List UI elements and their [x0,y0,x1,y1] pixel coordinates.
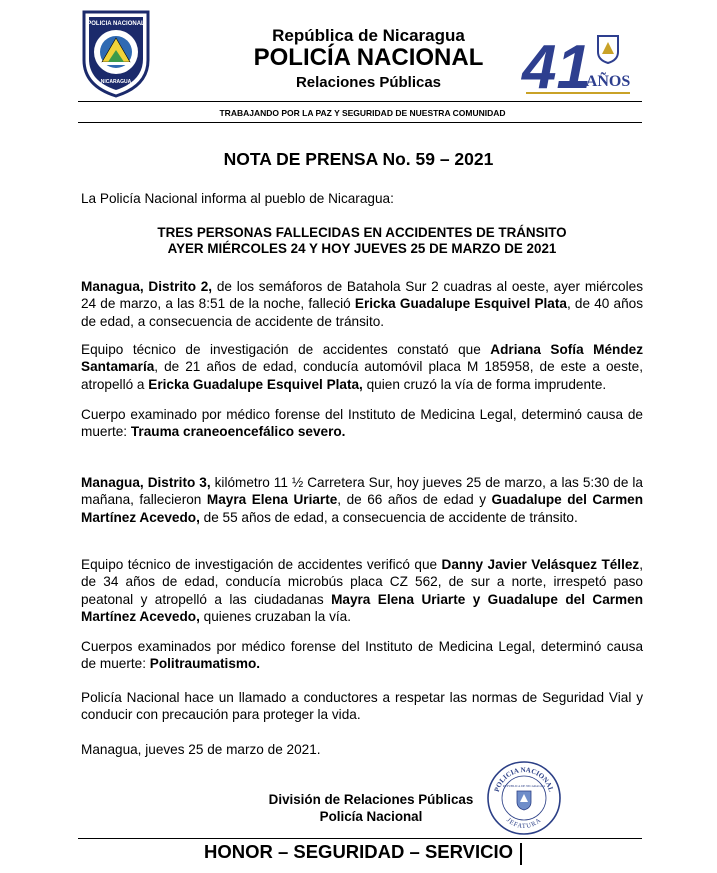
p1-text-a: de los semáforos de Batahola Sur 2 cuadras al oeste, ayer miércoles 24 de marzo, a las 8:51 de la noche, falleció [81,279,643,312]
svg-text:POLICIA NACIONAL: POLICIA NACIONAL [87,21,145,27]
svg-text:41: 41 [522,33,591,98]
signature-block [226,791,516,825]
paragraph-4 [81,474,643,526]
paragraph-5 [81,556,643,626]
header-institution: POLICÍA NACIONAL [253,44,484,71]
paragraph-7: Policía Nacional hace un llamado a conductores a respetar las normas de Seguridad Vial y conducir con precaución para proteger la vida. [81,690,643,723]
header-country: República de Nicaragua [272,26,465,45]
footer-divider [78,838,642,839]
p4-victim-1: Mayra Elena Uriarte [206,492,338,508]
header-divider [78,101,642,102]
p5-victims: Mayra Elena Uriarte y Guadalupe del Carmen Martínez Acevedo, [81,591,643,625]
p5-text-c: quienes cruzaban la vía. [199,609,351,625]
header-department: Relaciones Públicas [295,74,442,91]
svg-text:NICARAGUA: NICARAGUA [100,79,132,85]
p1-location: Managua, Distrito 2, [81,279,213,294]
p4-victim-2: Guadalupe del Carmen Martínez Acevedo, [81,492,644,525]
paragraph-2 [81,341,643,393]
p2-text-c: quien cruzó la vía de forma imprudente. [362,376,607,392]
p3-cause: Trauma craneoencefálico severo. [130,424,346,440]
svg-text:POLICIA NACIONAL: POLICIA NACIONAL [492,765,556,793]
p2-driver: Adriana Sofía Méndez Santamaría [81,342,643,375]
police-seal-icon [486,760,562,836]
text-cursor [520,843,522,865]
header-divider-lower [78,122,642,123]
p6-text: Cuerpos examinados por médico forense del Instituto de Medicina Legal, determinó causa de muerte: [81,639,643,672]
paragraph-1 [81,278,643,330]
p3-text: Cuerpo examinado por médico forense del Instituto de Medicina Legal, determinó causa de muerte: [81,407,643,440]
p4-location: Managua, Distrito 3, [81,475,211,490]
p2-text-b: , de 21 años de edad, conducía automóvil placa M 185958, de este a oeste, atropelló a [81,359,643,392]
p1-victim: Ericka Guadalupe Esquivel Plata [354,296,567,312]
p2-text-a: Equipo técnico de investigación de accidentes constató que [81,342,491,357]
headline-line-2: AYER MIÉRCOLES 24 Y HOY JUEVES 25 DE MARZO DE 2021 [167,241,557,256]
date-line: Managua, jueves 25 de marzo de 2021. [81,742,321,757]
footer-motto: HONOR – SEGURIDAD – SERVICIO [203,841,514,862]
p1-text-b: , de 40 años de edad, a consecuencia de accidente de tránsito. [81,296,643,329]
press-release-title: NOTA DE PRENSA No. 59 – 2021 [223,149,494,169]
svg-text:REPUBLICA DE NICARAGUA: REPUBLICA DE NICARAGUA [502,784,546,788]
signature-division: División de Relaciones Públicas [268,792,474,807]
signature-institution: Policía Nacional [319,809,423,824]
svg-text:JEFATURA: JEFATURA [504,816,544,831]
paragraph-3 [81,406,643,441]
p4-text-a: kilómetro 11 ½ Carretera Sur, hoy jueves 25 de marzo, a las 5:30 de la mañana, fallecieron [81,475,643,508]
p2-victim: Ericka Guadalupe Esquivel Plata, [148,376,363,392]
paragraph-6 [81,638,643,673]
p5-text-a: Equipo técnico de investigación de accidentes verificó que [81,557,442,572]
p5-text-b: , de 34 años de edad, conducía microbús placa CZ 562, de sur a norte, irrespetó paso peatonal y atropelló a las ciudadanas [81,557,643,607]
svg-text:AÑOS: AÑOS [585,73,631,90]
p4-text-c: de 55 años de edad, a consecuencia de accidente de tránsito. [199,509,578,525]
p4-text-b: , de 66 años de edad y [337,492,492,508]
header-motto: TRABAJANDO POR LA PAZ Y SEGURIDAD DE NUESTRA COMUNIDAD [219,108,506,118]
headline [81,225,643,257]
p5-driver: Danny Javier Velásquez Téllez [441,557,640,572]
intro-paragraph: La Policía Nacional informa al pueblo de Nicaragua: [81,191,394,206]
headline-line-1: TRES PERSONAS FALLECIDAS EN ACCIDENTES DE TRÁNSITO [157,225,567,240]
p6-cause: Politraumatismo. [149,656,261,672]
anniversary-41-logo-icon [520,30,640,98]
